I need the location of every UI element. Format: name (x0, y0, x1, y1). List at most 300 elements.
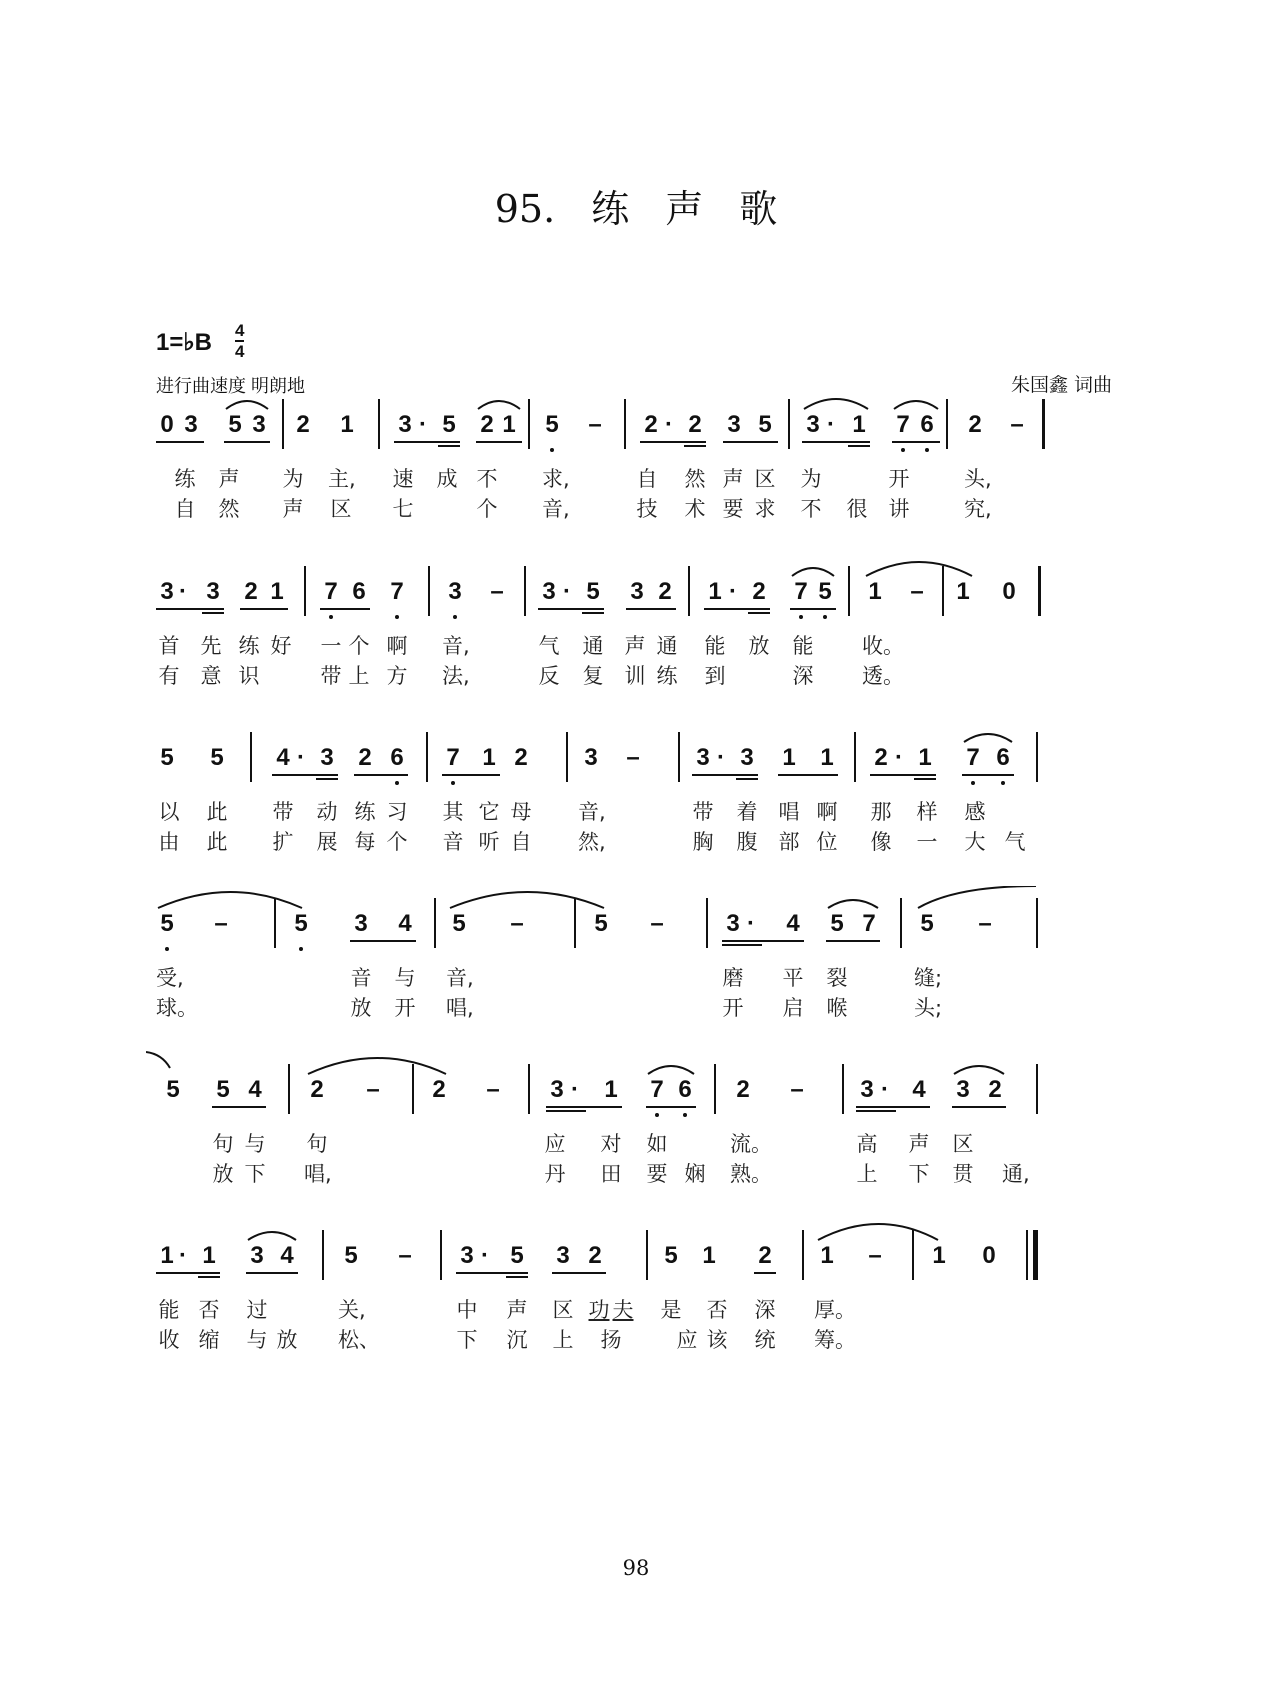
lyric-char: 关, (338, 1298, 366, 1322)
note: 3 (696, 744, 710, 771)
lyric-char: 然 (684, 467, 706, 491)
lyric-char: 那 (870, 800, 892, 824)
beam-line (354, 774, 408, 776)
tie (448, 886, 608, 910)
lyric-char: 不 (476, 467, 498, 491)
augmentation-dot: · (179, 578, 187, 605)
barline (842, 1064, 844, 1114)
score-row-1 (156, 413, 1116, 573)
lyric-char: 一 (916, 830, 938, 854)
note: 2 (244, 578, 258, 605)
beam-line (546, 1110, 586, 1112)
note: 2 (358, 744, 372, 771)
extension-dash: – (790, 1076, 804, 1103)
lyric-char: 下 (244, 1162, 266, 1186)
lyric-char: 声 (624, 634, 646, 658)
beam-line (552, 1272, 606, 1274)
lyric-char: 统 (754, 1328, 776, 1352)
beam-line (272, 774, 338, 776)
lyric-char: 音 (442, 830, 464, 854)
barline (900, 898, 902, 948)
lyric-char: 主, (328, 467, 356, 491)
lyric-char: 通 (656, 634, 678, 658)
lyrics-verse-1 (156, 1128, 1116, 1156)
lyric-char: 其 (442, 800, 464, 824)
note: 5 (228, 411, 242, 438)
extension-dash: – (486, 1076, 500, 1103)
extension-dash: – (490, 578, 504, 605)
note: 1 (820, 744, 834, 771)
time-signature: 4 4 (235, 321, 245, 361)
lyric-char: 平 (782, 966, 804, 990)
note: 5 (344, 1242, 358, 1269)
note: 5 (818, 578, 832, 605)
lyric-char: 听 (478, 830, 500, 854)
key-signature: 1=♭B (156, 329, 213, 356)
lyric-char: 成 (436, 467, 458, 491)
note: 3 (630, 578, 644, 605)
lyric-char: 缩 (198, 1328, 220, 1352)
note: 5 (442, 411, 456, 438)
note: 3 (398, 411, 412, 438)
note: 7 (966, 744, 980, 771)
lyric-char: 中 (456, 1298, 478, 1322)
final-barline (1026, 1230, 1028, 1280)
note: 1 (160, 1242, 174, 1269)
beam-line (848, 445, 870, 447)
lyric-char: 丹 (544, 1162, 566, 1186)
lyric-char: 筹。 (814, 1328, 856, 1352)
barline (426, 732, 428, 782)
lyric-char: 放 (748, 634, 770, 658)
beam-line (316, 778, 338, 780)
lyric-char: 求, (542, 467, 570, 491)
beam-line (826, 940, 880, 942)
lyric-char: 由 (158, 830, 180, 854)
note: 3 (584, 744, 598, 771)
lyric-char: 喉 (826, 996, 848, 1020)
beam-line (723, 441, 778, 443)
note: 6 (678, 1076, 692, 1103)
lyric-char: 上 (348, 664, 370, 688)
lyric-char: 此 (206, 830, 228, 854)
lyric-char: 自 (174, 497, 196, 521)
beam-line (870, 774, 936, 776)
composer-credit: 朱国鑫 词曲 (1010, 374, 1112, 396)
lyric-char: 深 (754, 1298, 776, 1322)
extension-dash: – (366, 1076, 380, 1103)
note: 5 (664, 1242, 678, 1269)
lyric-char: 练 (354, 800, 376, 824)
beam-line (722, 940, 804, 942)
lyric-char: 上 (856, 1162, 878, 1186)
note: 7 (650, 1076, 664, 1103)
augmentation-dot: · (895, 744, 903, 771)
lyric-char: 磨 (722, 966, 744, 990)
tie (146, 1050, 176, 1070)
note: 4 (398, 910, 412, 937)
beam-line (778, 774, 838, 776)
beam-line (892, 441, 940, 443)
note: 2 (310, 1076, 324, 1103)
augmentation-dot: · (179, 1242, 187, 1269)
beam-line (156, 608, 224, 610)
lyric-char: 熟。 (730, 1162, 772, 1186)
barline (1042, 399, 1045, 449)
lyric-char: 与 (244, 1132, 266, 1156)
low-octave-dot (550, 448, 554, 452)
lyric-char: 带 (272, 800, 294, 824)
lyric-char: 流。 (730, 1132, 772, 1156)
beam-line (646, 1106, 696, 1108)
note: 3 (250, 1242, 264, 1269)
lyric-char: 区 (952, 1132, 974, 1156)
lyric-char: 功 (588, 1298, 610, 1322)
lyric-char: 唱 (778, 800, 800, 824)
low-octave-dot (299, 947, 303, 951)
lyric-char: 个 (348, 634, 370, 658)
score-row-6 (156, 1244, 1116, 1404)
note: 5 (294, 910, 308, 937)
lyric-char: 然 (218, 497, 240, 521)
beam-line (350, 940, 416, 942)
low-octave-dot (971, 781, 975, 785)
note: 2 (480, 411, 494, 438)
lyric-char: 放 (276, 1328, 298, 1352)
lyric-char: 收 (158, 1328, 180, 1352)
note: 5 (830, 910, 844, 937)
beam-line (156, 441, 204, 443)
note: 4 (280, 1242, 294, 1269)
lyric-char: 句 (306, 1132, 328, 1156)
lyric-char: 透。 (862, 664, 904, 688)
lyric-char: 感 (964, 800, 986, 824)
lyric-char: 复 (582, 664, 604, 688)
augmentation-dot: · (563, 578, 571, 605)
note: 3 (860, 1076, 874, 1103)
lyric-char: 厚。 (814, 1298, 856, 1322)
beam-line (442, 774, 500, 776)
low-octave-dot (453, 615, 457, 619)
slur (952, 1062, 1006, 1076)
lyric-char: 不 (800, 497, 822, 521)
lyric-char: 自 (510, 830, 532, 854)
lyric-char: 过 (246, 1298, 268, 1322)
note: 1 (202, 1242, 216, 1269)
lyric-char: 启 (782, 996, 804, 1020)
note: 5 (452, 910, 466, 937)
final-barline-thick (1033, 1230, 1038, 1280)
beam-line (962, 774, 1014, 776)
beam-line (438, 445, 460, 447)
note: 3 (727, 411, 741, 438)
beam-line (856, 1110, 896, 1112)
note: 2 (296, 411, 310, 438)
beam-line (914, 778, 936, 780)
barline (378, 399, 380, 449)
barline (440, 1230, 442, 1280)
lyric-char: 为 (800, 467, 822, 491)
lyric-char: 贯 (952, 1162, 974, 1186)
lyric-char: 识 (238, 664, 260, 688)
barline (646, 1230, 648, 1280)
barline (624, 399, 626, 449)
note: 0 (160, 411, 174, 438)
lyric-char: 通, (1002, 1162, 1030, 1186)
lyric-char: 技 (636, 497, 658, 521)
lyric-char: 练 (174, 467, 196, 491)
score-row-5 (156, 1078, 1116, 1238)
lyric-char: 然, (578, 830, 606, 854)
lyrics-verse-1 (156, 1294, 1116, 1322)
note: 1 (702, 1242, 716, 1269)
note: 1 (782, 744, 796, 771)
note: 6 (352, 578, 366, 605)
note: 3 (460, 1242, 474, 1269)
low-octave-dot (395, 781, 399, 785)
barline (1036, 1064, 1038, 1114)
lyric-char: 母 (510, 800, 532, 824)
lyric-char: 它 (478, 800, 500, 824)
note: 4 (276, 744, 290, 771)
barline (434, 898, 436, 948)
note: 2 (874, 744, 888, 771)
note: 1 (932, 1242, 946, 1269)
lyric-char: 带 (692, 800, 714, 824)
augmentation-dot: · (881, 1076, 889, 1103)
lyric-char: 要 (646, 1162, 668, 1186)
lyric-char: 此 (206, 800, 228, 824)
barline (528, 399, 530, 449)
note: 5 (216, 1076, 230, 1103)
beam-line (684, 445, 706, 447)
lyric-char: 部 (778, 830, 800, 854)
lyric-char: 松、 (338, 1328, 380, 1352)
barline (566, 732, 568, 782)
lyric-char: 沉 (506, 1328, 528, 1352)
note: 1 (868, 578, 882, 605)
lyric-char: 训 (624, 664, 646, 688)
lyric-char: 首 (158, 634, 180, 658)
note: 3 (160, 578, 174, 605)
lyric-char: 反 (538, 664, 560, 688)
augmentation-dot: · (571, 1076, 579, 1103)
note: 7 (390, 578, 404, 605)
lyric-char: 下 (908, 1162, 930, 1186)
note: 2 (658, 578, 672, 605)
lyric-char: 声 (722, 467, 744, 491)
slur (826, 896, 880, 910)
lyric-char: 放 (212, 1162, 234, 1186)
lyrics-verse-1 (156, 463, 1116, 491)
lyrics-verse-1 (156, 962, 1116, 990)
lyric-char: 扬 (600, 1328, 622, 1352)
lyric-char: 唱, (304, 1162, 332, 1186)
barline (802, 1230, 804, 1280)
lyric-char: 扩 (272, 830, 294, 854)
extension-dash: – (1010, 411, 1024, 438)
lyric-char: 好 (270, 634, 292, 658)
lyric-char: 缝; (914, 966, 943, 990)
barline (848, 566, 850, 616)
beam-line (156, 1272, 220, 1274)
augmentation-dot: · (481, 1242, 489, 1269)
extension-dash: – (510, 910, 524, 937)
lyric-char: 练 (238, 634, 260, 658)
lyric-char: 带 (320, 664, 342, 688)
lyric-char: 展 (316, 830, 338, 854)
barline (678, 732, 680, 782)
beam-line (802, 441, 870, 443)
beam-line (692, 774, 758, 776)
lyric-char: 一 (320, 634, 342, 658)
beam-line (856, 1106, 930, 1108)
lyric-char: 速 (392, 467, 414, 491)
note: 3 (252, 411, 266, 438)
note: 3 (956, 1076, 970, 1103)
lyric-char: 裂 (826, 966, 848, 990)
barline (706, 898, 708, 948)
low-octave-dot (395, 615, 399, 619)
lyric-char: 气 (538, 634, 560, 658)
note: 1 (270, 578, 284, 605)
tempo-marking: 进行曲速度 明朗地 (156, 376, 306, 396)
barline (946, 399, 948, 449)
augmentation-dot: · (419, 411, 427, 438)
low-octave-dot (1001, 781, 1005, 785)
slur (224, 397, 270, 411)
tie (816, 1218, 942, 1242)
extension-dash: – (626, 744, 640, 771)
lyric-char: 能 (158, 1298, 180, 1322)
low-octave-dot (823, 615, 827, 619)
lyric-char: 开 (722, 996, 744, 1020)
beam-line (456, 1272, 528, 1274)
lyric-char: 声 (908, 1132, 930, 1156)
lyric-char: 意 (200, 664, 222, 688)
lyric-char: 啊 (816, 800, 838, 824)
lyric-char: 气 (1004, 830, 1026, 854)
lyric-char: 个 (386, 830, 408, 854)
lyric-char: 应 (676, 1328, 698, 1352)
lyrics-verse-2 (156, 992, 1116, 1020)
beam-line (754, 1272, 776, 1274)
lyric-char: 应 (544, 1132, 566, 1156)
note: 5 (758, 411, 772, 438)
lyrics-verse-1 (156, 630, 1116, 658)
lyric-char: 下 (456, 1328, 478, 1352)
barline (428, 566, 430, 616)
lyric-char: 通 (582, 634, 604, 658)
lyric-char: 区 (552, 1298, 574, 1322)
lyric-char: 胸 (692, 830, 714, 854)
note: 5 (586, 578, 600, 605)
beam-line (538, 608, 604, 610)
note: 0 (982, 1242, 996, 1269)
tie (306, 1052, 450, 1076)
beam-line (476, 441, 522, 443)
note: 3 (550, 1076, 564, 1103)
augmentation-dot: · (717, 744, 725, 771)
low-octave-dot (655, 1113, 659, 1117)
slur (646, 1062, 696, 1076)
lyric-char: 区 (754, 467, 776, 491)
lyric-char: 夫 (612, 1298, 634, 1322)
lyric-char: 个 (476, 497, 498, 521)
note: 3 (448, 578, 462, 605)
low-octave-dot (329, 615, 333, 619)
beam-line (224, 441, 270, 443)
lyric-char: 自 (636, 467, 658, 491)
note: 5 (166, 1076, 180, 1103)
lyrics-verse-2 (156, 1324, 1116, 1352)
note: 5 (210, 744, 224, 771)
lyrics-verse-2 (156, 660, 1116, 688)
barline (688, 566, 690, 616)
extension-dash: – (588, 411, 602, 438)
lyric-char: 否 (198, 1298, 220, 1322)
beam-line (736, 778, 758, 780)
augmentation-dot: · (747, 910, 755, 937)
beam-line (394, 441, 460, 443)
tie (156, 886, 306, 910)
lyric-char: 习 (386, 800, 408, 824)
note: 3 (206, 578, 220, 605)
note: 7 (446, 744, 460, 771)
lyric-char: 高 (856, 1132, 878, 1156)
barline (304, 566, 306, 616)
note: 4 (912, 1076, 926, 1103)
note: 2 (988, 1076, 1002, 1103)
note: 3 (726, 910, 740, 937)
note: 7 (324, 578, 338, 605)
lyric-char: 术 (684, 497, 706, 521)
lyric-char: 啊 (386, 634, 408, 658)
extension-dash: – (214, 910, 228, 937)
note: 2 (758, 1242, 772, 1269)
note: 5 (594, 910, 608, 937)
note: 2 (514, 744, 528, 771)
lyric-char: 开 (394, 996, 416, 1020)
beam-line (704, 608, 770, 610)
slur (476, 397, 522, 411)
beam-line (246, 1272, 298, 1274)
lyric-char: 音, (542, 497, 570, 521)
note: 1 (956, 578, 970, 605)
note: 1 (708, 578, 722, 605)
lyric-char: 动 (316, 800, 338, 824)
lyric-char: 音, (442, 634, 470, 658)
note: 0 (1002, 578, 1016, 605)
lyric-char: 着 (736, 800, 758, 824)
low-octave-dot (451, 781, 455, 785)
extension-dash: – (910, 578, 924, 605)
note: 1 (852, 411, 866, 438)
lyric-char: 到 (704, 664, 726, 688)
note: 1 (918, 744, 932, 771)
note: 3 (184, 411, 198, 438)
low-octave-dot (165, 947, 169, 951)
lyric-char: 像 (870, 830, 892, 854)
lyrics-verse-2 (156, 1158, 1116, 1186)
score-row-2 (156, 580, 1116, 740)
note: 3 (740, 744, 754, 771)
barline (788, 399, 790, 449)
page-number: 98 (622, 1556, 650, 1580)
barline (322, 1230, 324, 1280)
barline (282, 399, 284, 449)
lyric-char: 如 (646, 1132, 668, 1156)
